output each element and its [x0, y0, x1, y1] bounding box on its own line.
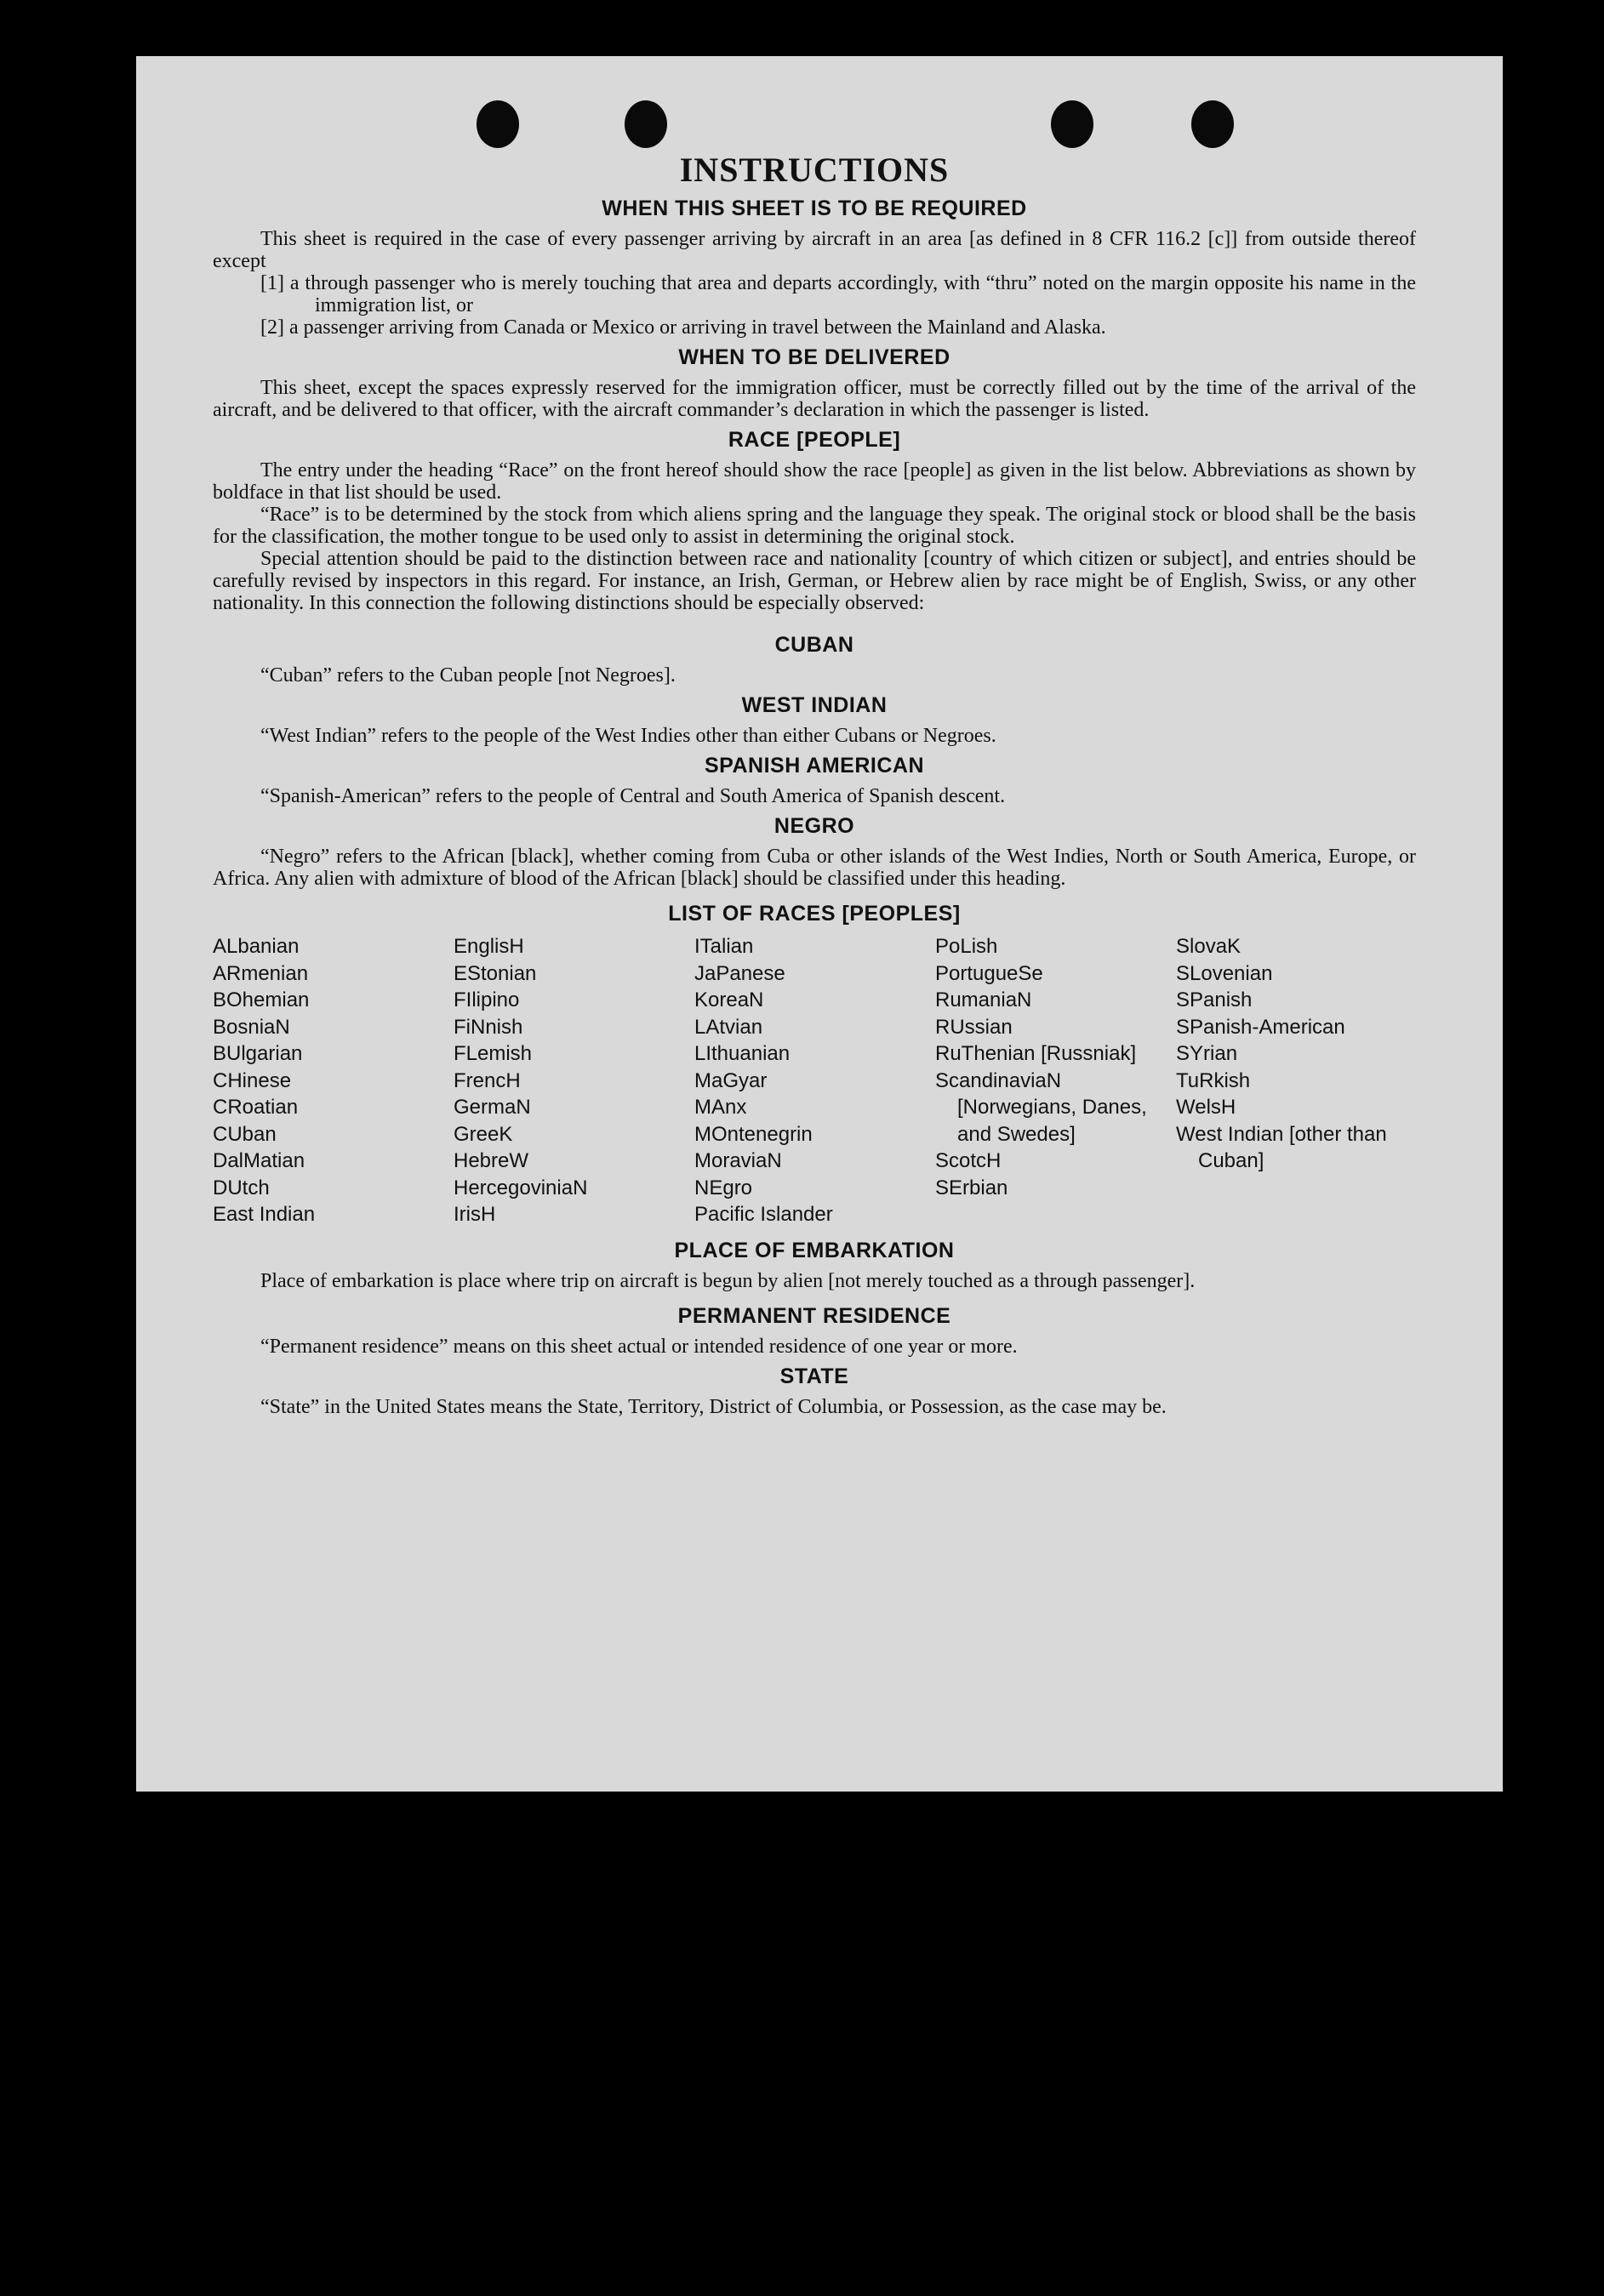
when-delivered-text: This sheet, except the spaces expressly reserved for the immigration officer, must be correctly filled out by the time of the arrival of the aircraft, and be delivered to that officer, with the aircraft commander’s declaration in which the passenger is listed. [213, 377, 1416, 421]
race-item: RumaniaN [935, 988, 1032, 1011]
race-item: JaPanese [694, 961, 785, 985]
heading-place-of-embarkation: PLACE OF EMBARKATION [674, 1238, 955, 1262]
spanish-american-text: “Spanish-American” refers to the people of Central and South America of Spanish descent. [260, 785, 1006, 807]
cuban-text: “Cuban” refers to the Cuban people [not Negroes]. [260, 664, 676, 687]
race-item: WelsH [1176, 1096, 1236, 1119]
race-item: BOhemian [213, 988, 310, 1011]
heading-west-indian: WEST INDIAN [741, 693, 888, 717]
race-item: FIlipino [454, 988, 520, 1011]
race-paragraph-1: The entry under the heading “Race” on the front hereof should show the race [people] as given in the list below. Abbreviations as shown by boldface in that list should be used. [213, 459, 1416, 504]
race-item: Pacific Islander [694, 1203, 833, 1226]
race-item: SLovenian [1176, 961, 1273, 985]
race-item: EnglisH [454, 935, 524, 958]
race-item: LAtvian [694, 1015, 763, 1039]
race-item: SlovaK [1176, 935, 1242, 958]
race-item: LIthuanian [694, 1042, 791, 1065]
race-item: EStonian [454, 961, 537, 985]
race-item: HercegoviniaN [454, 1176, 588, 1199]
when-required-item-2: [2] a passenger arriving from Canada or Mexico or arriving in travel between the Mainland and Alaska. [260, 316, 1106, 339]
heading-permanent-residence: PERMANENT RESIDENCE [677, 1303, 951, 1328]
race-item: CHinese [213, 1068, 292, 1092]
race-item: KoreaN [694, 988, 764, 1011]
race-item: IrisH [454, 1203, 496, 1226]
race-item: DUtch [213, 1176, 270, 1199]
race-item: PoLish [935, 935, 998, 958]
race-item: GreeK [454, 1122, 513, 1146]
punch-hole [1191, 100, 1234, 148]
race-item: ARmenian [213, 961, 309, 985]
race-item: BUlgarian [213, 1042, 303, 1065]
heading-when-required: WHEN THIS SHEET IS TO BE REQUIRED [602, 197, 1027, 220]
when-required-intro: This sheet is required in the case of every passenger arriving by aircraft in an area [as defined in 8 CFR 116.2 [c]] from outside thereof except [213, 228, 1416, 272]
heading-list-of-races: LIST OF RACES [PEOPLES] [668, 902, 961, 926]
heading-cuban: CUBAN [774, 633, 854, 657]
heading-race: RACE [PEOPLE] [728, 428, 901, 452]
race-paragraph-2: “Race” is to be determined by the stock from which aliens spring and the language they speak. The original stock or blood shall be the basis for the classification, the mother tongue to be used only to assist in determining the original stock. [213, 504, 1416, 548]
races-list [213, 933, 1416, 1228]
race-item: DalMatian [213, 1149, 305, 1172]
race-item: SYrian [1176, 1042, 1238, 1065]
heading-state: STATE [779, 1364, 849, 1388]
race-item: ScotcH [935, 1149, 1002, 1172]
embarkation-text: Place of embarkation is place where trip on aircraft is begun by alien [not merely touched as a through passenger]. [260, 1269, 1196, 1292]
race-item: FrencH [454, 1068, 521, 1092]
state-text: “State” in the United States means the State, Territory, District of Columbia, or Possession, as the case may be. [260, 1395, 1167, 1418]
race-item: TuRkish [1176, 1068, 1251, 1092]
races-column-2 [454, 933, 694, 1228]
heading-when-delivered: WHEN TO BE DELIVERED [678, 345, 950, 369]
race-item: CRoatian [213, 1096, 299, 1119]
race-item: PortugueSe [935, 961, 1043, 985]
race-item: MAnx [694, 1096, 747, 1119]
permanent-residence-text: “Permanent residence” means on this sheet actual or intended residence of one year or more. [260, 1335, 1018, 1358]
race-item: MaGyar [694, 1068, 768, 1092]
punch-hole [477, 100, 519, 148]
west-indian-text: “West Indian” refers to the people of the West Indies other than either Cubans or Negroes. [260, 725, 996, 747]
punch-hole [1051, 100, 1093, 148]
race-item: NEgro [694, 1176, 753, 1199]
race-item: FLemish [454, 1042, 533, 1065]
race-item: HebreW [454, 1149, 529, 1172]
race-item: BosniaN [213, 1015, 290, 1039]
race-paragraph-3: Special attention should be paid to the distinction between race and nationality [country of which citizen or subject], and entries should be carefully revised by inspectors in this regard. For instance, an Irish, German, or Hebrew alien by race might be of English, Swiss, or any other nationality. In this connection the following distinctions should be especially observed: [213, 548, 1416, 614]
race-item: CUban [213, 1122, 277, 1146]
race-item: ITalian [694, 935, 754, 958]
race-item: RUssian [935, 1015, 1013, 1039]
race-item: GermaN [454, 1096, 531, 1119]
race-item: ScandinaviaN [Norwegians, Danes, and Swedes] [935, 1068, 1147, 1146]
race-item: RuThenian [Russniak] [935, 1042, 1137, 1065]
race-item: ALbanian [213, 935, 300, 958]
race-item: SPanish [1176, 988, 1253, 1011]
negro-text: “Negro” refers to the African [black], whether coming from Cuba or other islands of the West Indies, North or South America, Europe, or Africa. Any alien with admixture of blood of the African [black] should be classified under this heading. [213, 846, 1416, 890]
instruction-sheet [136, 56, 1503, 1792]
race-item: West Indian [other than Cuban] [1176, 1122, 1387, 1172]
race-item: SErbian [935, 1176, 1008, 1199]
races-column-4 [935, 933, 1176, 1228]
when-required-item-1: [1] a through passenger who is merely touching that area and departs accordingly, with “thru” noted on the margin opposite his name in the immigration list, or [260, 272, 1416, 316]
race-item: SPanish-American [1176, 1015, 1345, 1039]
document-body [213, 150, 1416, 1418]
races-column-3 [694, 933, 935, 1228]
races-column-5 [1176, 933, 1416, 1228]
race-item: East Indian [213, 1203, 316, 1226]
punch-hole [625, 100, 667, 148]
races-column-1 [213, 933, 454, 1228]
page-title: INSTRUCTIONS [679, 151, 950, 189]
race-item: FiNnish [454, 1015, 523, 1039]
heading-spanish-american: SPANISH AMERICAN [704, 754, 924, 778]
race-item: MOntenegrin [694, 1122, 813, 1146]
heading-negro: NEGRO [773, 814, 855, 838]
race-item: MoraviaN [694, 1149, 782, 1172]
